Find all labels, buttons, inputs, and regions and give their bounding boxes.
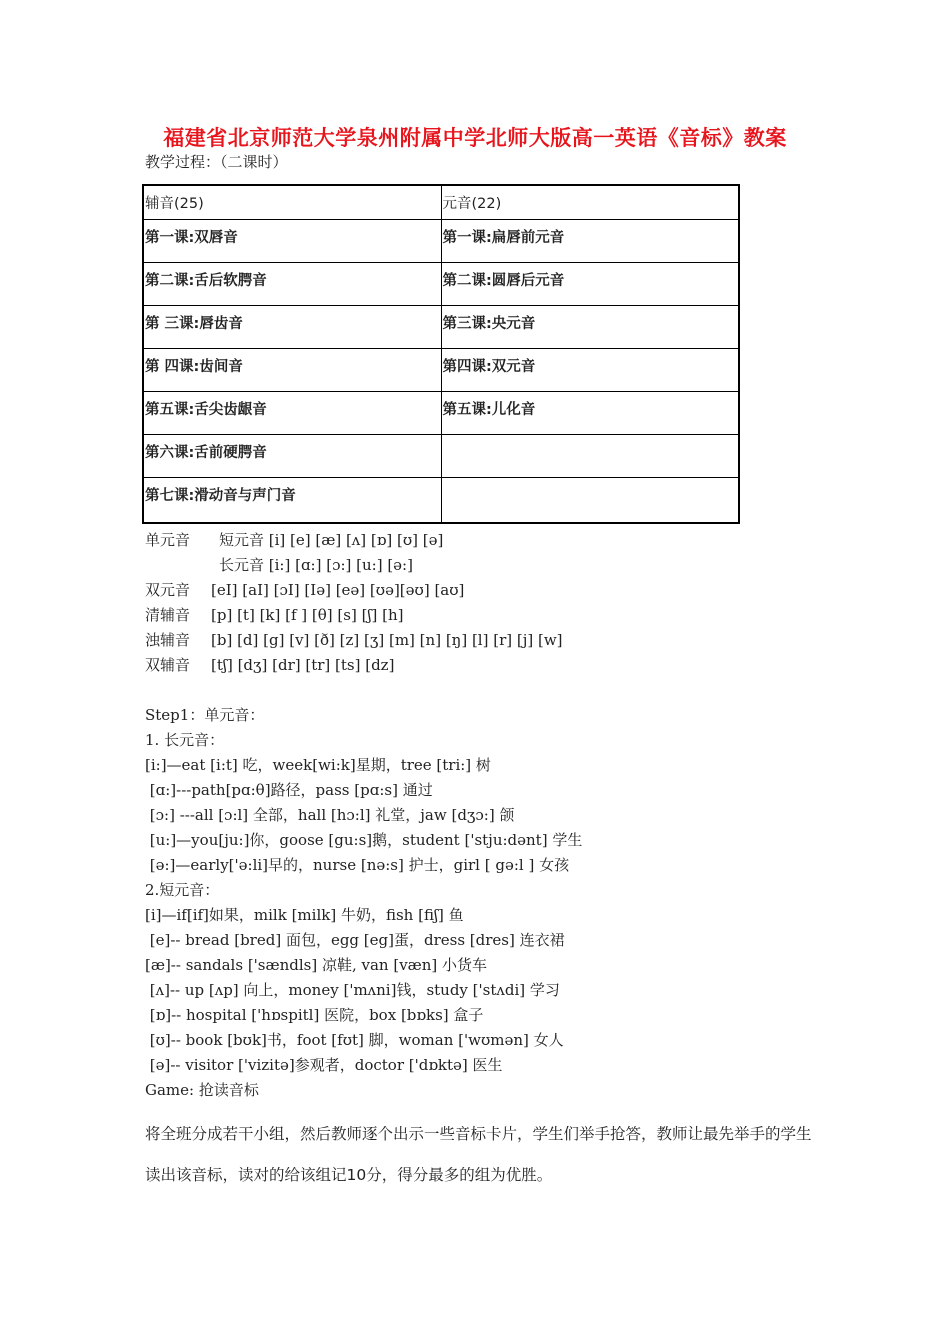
example-line: [ʊ]-- book [bʊk]书，foot [fʊt] 脚，woman ['wʊmən] 女人: [145, 1031, 564, 1049]
vowel-lesson: 第一课:扁唇前元音: [441, 219, 739, 262]
symbol-line: [145, 578, 464, 603]
example-line: [ʌ]-- up [ʌp] 向上，money ['mʌni]钱，study ['stʌdi] 学习: [145, 981, 560, 999]
consonant-lesson: 第 三课:唇齿音: [143, 305, 441, 348]
example-line: [ɑ:]---path[pɑ:θ]路径，pass [pɑ:s] 通过: [145, 781, 433, 799]
symbol-line: [145, 628, 563, 653]
table-row: [143, 262, 739, 305]
table-row: [143, 348, 739, 391]
symbol-label: 单元音: [145, 531, 191, 549]
symbol-label: 双元音: [145, 581, 191, 599]
symbol-line: [145, 653, 394, 678]
section-heading: 1. 长元音：: [145, 731, 225, 749]
symbol-text: 短元音 [i] [e] [æ] [ʌ] [ɒ] [ʊ] [ə]: [219, 531, 444, 549]
symbol-text: [p] [t] [k] [f ] [θ] [s] [ʃ] [h]: [211, 606, 404, 624]
vowel-lesson: 第五课:儿化音: [441, 391, 739, 434]
table-row: [143, 434, 739, 477]
consonant-lesson: 第七课:滑动音与声门音: [143, 477, 441, 523]
table-header-row: [143, 185, 739, 219]
symbol-text: [b] [d] [g] [v] [ð] [z] [ʒ] [m] [n] [ŋ] [l] [r] [j] [w]: [211, 631, 563, 649]
symbol-label: 清辅音: [145, 606, 191, 624]
symbol-line: [145, 528, 443, 553]
document-title: 福建省北京师范大学泉州附属中学北师大版高一英语《音标》教案: [163, 126, 787, 150]
example-line: [ɔ:] ---all [ɔ:l] 全部，hall [hɔ:l] 礼堂，jaw [dʒɔ:] 颌: [145, 806, 515, 824]
vowel-lesson: 第二课:圆唇后元音: [441, 262, 739, 305]
example-line: [æ]-- sandals ['sændls] 凉鞋, van [væn] 小货车: [145, 956, 488, 974]
symbol-line: [145, 603, 404, 628]
table-row: [143, 391, 739, 434]
consonant-lesson: 第 四课:齿间音: [143, 348, 441, 391]
example-line: [ə]-- visitor ['vizitə]参观者，doctor ['dɒktə] 医生: [145, 1056, 503, 1074]
symbol-text: 长元音 [i:] [ɑ:] [ɔ:] [u:] [ə:]: [219, 556, 413, 574]
symbol-label: 双辅音: [145, 656, 191, 674]
game-description: 将全班分成若干小组，然后教师逐个出示一些音标卡片，学生们举手抢答，教师让最先举手的学生读出该音标，读对的给该组记10分，得分最多的组为优胜。: [145, 1125, 812, 1184]
header-consonants: 辅音(25): [143, 185, 441, 219]
symbol-text: [tʃ] [dʒ] [dr] [tr] [ts] [dz]: [211, 656, 395, 674]
example-line: [ɒ]-- hospital ['hɒspitl] 医院，box [bɒks] 盒子: [145, 1006, 484, 1024]
consonant-lesson: 第二课:舌后软腭音: [143, 262, 441, 305]
example-line: [i]—if[if]如果，milk [milk] 牛奶，fish [fiʃ] 鱼: [145, 906, 464, 924]
example-line: [i:]—eat [i:t] 吃，week[wi:k]星期，tree [tri:] 树: [145, 756, 491, 774]
vowel-lesson: [441, 477, 739, 523]
symbol-line: [145, 553, 413, 578]
game-heading: Game: 抢读音标: [145, 1081, 259, 1099]
header-vowels: 元音(22): [441, 185, 739, 219]
symbol-label: 浊辅音: [145, 631, 191, 649]
example-line: [e]-- bread [bred] 面包，egg [eg]蛋，dress [dres] 连衣裙: [145, 931, 565, 949]
table-row: [143, 477, 739, 523]
consonant-lesson: 第六课:舌前硬腭音: [143, 434, 441, 477]
subtitle: 教学过程：（二课时）: [145, 153, 288, 171]
vowel-lesson: [441, 434, 739, 477]
symbol-text: [eI] [aI] [ɔI] [Iə] [eə] [ʊə][əʊ] [aʊ]: [211, 581, 465, 599]
vowel-lesson: 第四课:双元音: [441, 348, 739, 391]
section-heading: 2.短元音：: [145, 881, 220, 899]
vowel-lesson: 第三课:央元音: [441, 305, 739, 348]
example-line: [u:]—you[ju:]你，goose [gu:s]鹅，student ['stju:dənt] 学生: [145, 831, 583, 849]
table-row: [143, 219, 739, 262]
consonant-lesson: 第一课:双唇音: [143, 219, 441, 262]
lesson-table: [142, 184, 740, 524]
example-line: [ə:]—early['ə:li]早的，nurse [nə:s] 护士，girl [ gə:l ] 女孩: [145, 856, 570, 874]
consonant-lesson: 第五课:舌尖齿龈音: [143, 391, 441, 434]
table-row: [143, 305, 739, 348]
step-heading: Step1：单元音：: [145, 706, 265, 724]
